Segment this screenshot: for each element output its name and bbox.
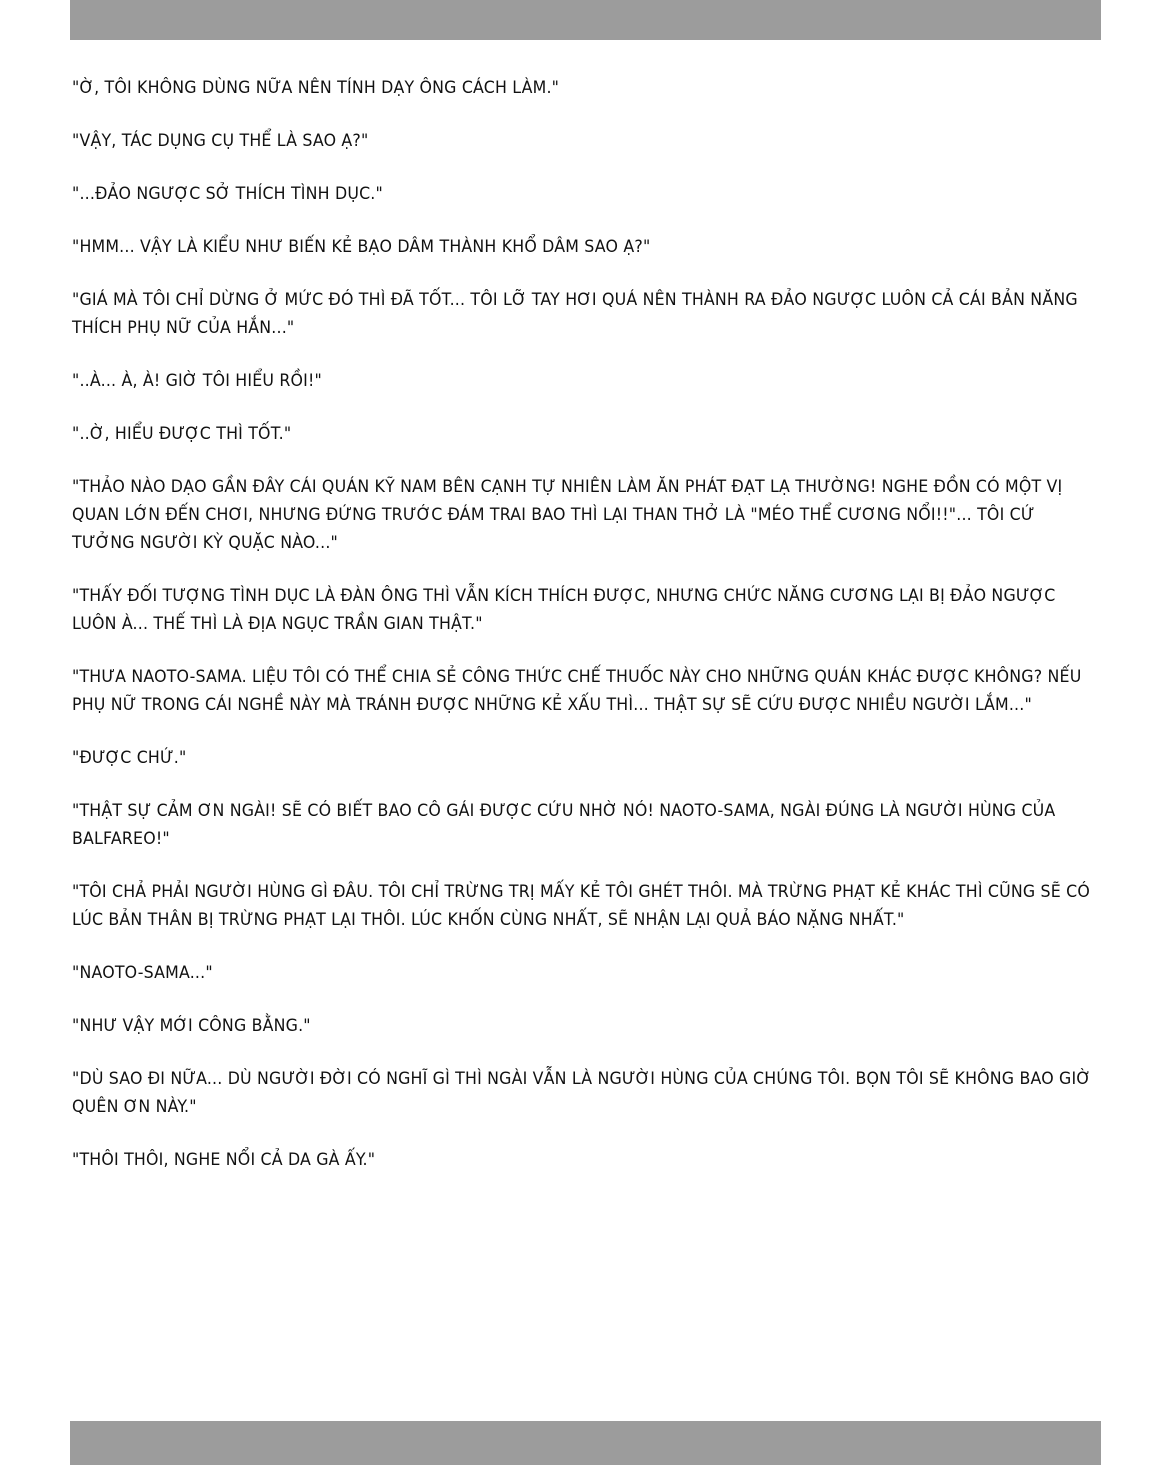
dialogue-paragraph: "...ĐẢO NGƯỢC SỞ THÍCH TÌNH DỤC." (72, 184, 383, 204)
dialogue-body (72, 74, 1102, 1199)
dialogue-paragraph: "VẬY, TÁC DỤNG CỤ THỂ LÀ SAO Ạ?" (72, 131, 369, 151)
bottom-banner-bar (70, 1421, 1101, 1465)
dialogue-paragraph: "HMM... VẬY LÀ KIỂU NHƯ BIẾN KẺ BẠO DÂM THÀNH KHỔ DÂM SAO Ạ?" (72, 237, 651, 257)
dialogue-paragraph: "ĐƯỢC CHỨ." (72, 748, 187, 768)
dialogue-paragraph: "..À... À, À! GIỜ TÔI HIỂU RỒI!" (72, 371, 322, 391)
dialogue-paragraph: "THƯA NAOTO-SAMA. LIỆU TÔI CÓ THỂ CHIA SẺ CÔNG THỨC CHẾ THUỐC NÀY CHO NHỮNG QUÁN KHÁC ĐƯỢC KHÔNG? NẾU PHỤ NỮ TRONG CÁI NGHỀ NÀY MÀ TRÁNH ĐƯỢC NHỮNG KẺ XẤU THÌ... THẬT SỰ SẼ CỨU ĐƯỢC NHIỀU NGƯỜI LẮM..." (72, 667, 1082, 715)
dialogue-paragraph: "DÙ SAO ĐI NỮA... DÙ NGƯỜI ĐỜI CÓ NGHĨ GÌ THÌ NGÀI VẪN LÀ NGƯỜI HÙNG CỦA CHÚNG TÔI. BỌN TÔI SẼ KHÔNG BAO GIỜ QUÊN ƠN NÀY." (72, 1069, 1091, 1117)
top-banner-bar (70, 0, 1101, 40)
dialogue-paragraph: "NHƯ VẬY MỚI CÔNG BẰNG." (72, 1016, 311, 1036)
dialogue-paragraph: "..Ờ, HIỂU ĐƯỢC THÌ TỐT." (72, 424, 292, 444)
dialogue-paragraph: "TÔI CHẢ PHẢI NGƯỜI HÙNG GÌ ĐÂU. TÔI CHỈ TRỪNG TRỊ MẤY KẺ TÔI GHÉT THÔI. MÀ TRỪNG PHẠT KẺ KHÁC THÌ CŨNG SẼ CÓ LÚC BẢN THÂN BỊ TRỪNG PHẠT LẠI THÔI. LÚC KHỐN CÙNG NHẤT, SẼ NHẬN LẠI QUẢ BÁO NẶNG NHẤT." (72, 882, 1091, 930)
dialogue-paragraph: "NAOTO-SAMA..." (72, 963, 213, 983)
dialogue-paragraph: "THÔI THÔI, NGHE NỔI CẢ DA GÀ ẤY." (72, 1150, 376, 1170)
dialogue-paragraph: "THẢO NÀO DẠO GẦN ĐÂY CÁI QUÁN KỸ NAM BÊN CẠNH TỰ NHIÊN LÀM ĂN PHÁT ĐẠT LẠ THƯỜNG! NGHE ĐỒN CÓ MỘT VỊ QUAN LỚN ĐẾN CHƠI, NHƯNG ĐỨNG TRƯỚC ĐÁM TRAI BAO THÌ LẠI THAN THỞ LÀ "MÉO THỂ CƯƠNG NỔI!!"... TÔI CỨ TƯỞNG NGƯỜI KỲ QUẶC NÀO..." (72, 477, 1063, 553)
dialogue-paragraph: "Ờ, TÔI KHÔNG DÙNG NỮA NÊN TÍNH DẠY ÔNG CÁCH LÀM." (72, 78, 560, 98)
dialogue-paragraph: "GIÁ MÀ TÔI CHỈ DỪNG Ở MỨC ĐÓ THÌ ĐÃ TỐT... TÔI LỠ TAY HƠI QUÁ NÊN THÀNH RA ĐẢO NGƯỢC LUÔN CẢ CÁI BẢN NĂNG THÍCH PHỤ NỮ CỦA HẮN..." (72, 290, 1078, 338)
dialogue-paragraph: "THẬT SỰ CẢM ƠN NGÀI! SẼ CÓ BIẾT BAO CÔ GÁI ĐƯỢC CỨU NHỜ NÓ! NAOTO-SAMA, NGÀI ĐÚNG LÀ NGƯỜI HÙNG CỦA BALFAREO!" (72, 801, 1056, 849)
dialogue-paragraph: "THẤY ĐỐI TƯỢNG TÌNH DỤC LÀ ĐÀN ÔNG THÌ VẪN KÍCH THÍCH ĐƯỢC, NHƯNG CHỨC NĂNG CƯƠNG LẠI BỊ ĐẢO NGƯỢC LUÔN À... THẾ THÌ LÀ ĐỊA NGỤC TRẦN GIAN THẬT." (72, 586, 1056, 634)
